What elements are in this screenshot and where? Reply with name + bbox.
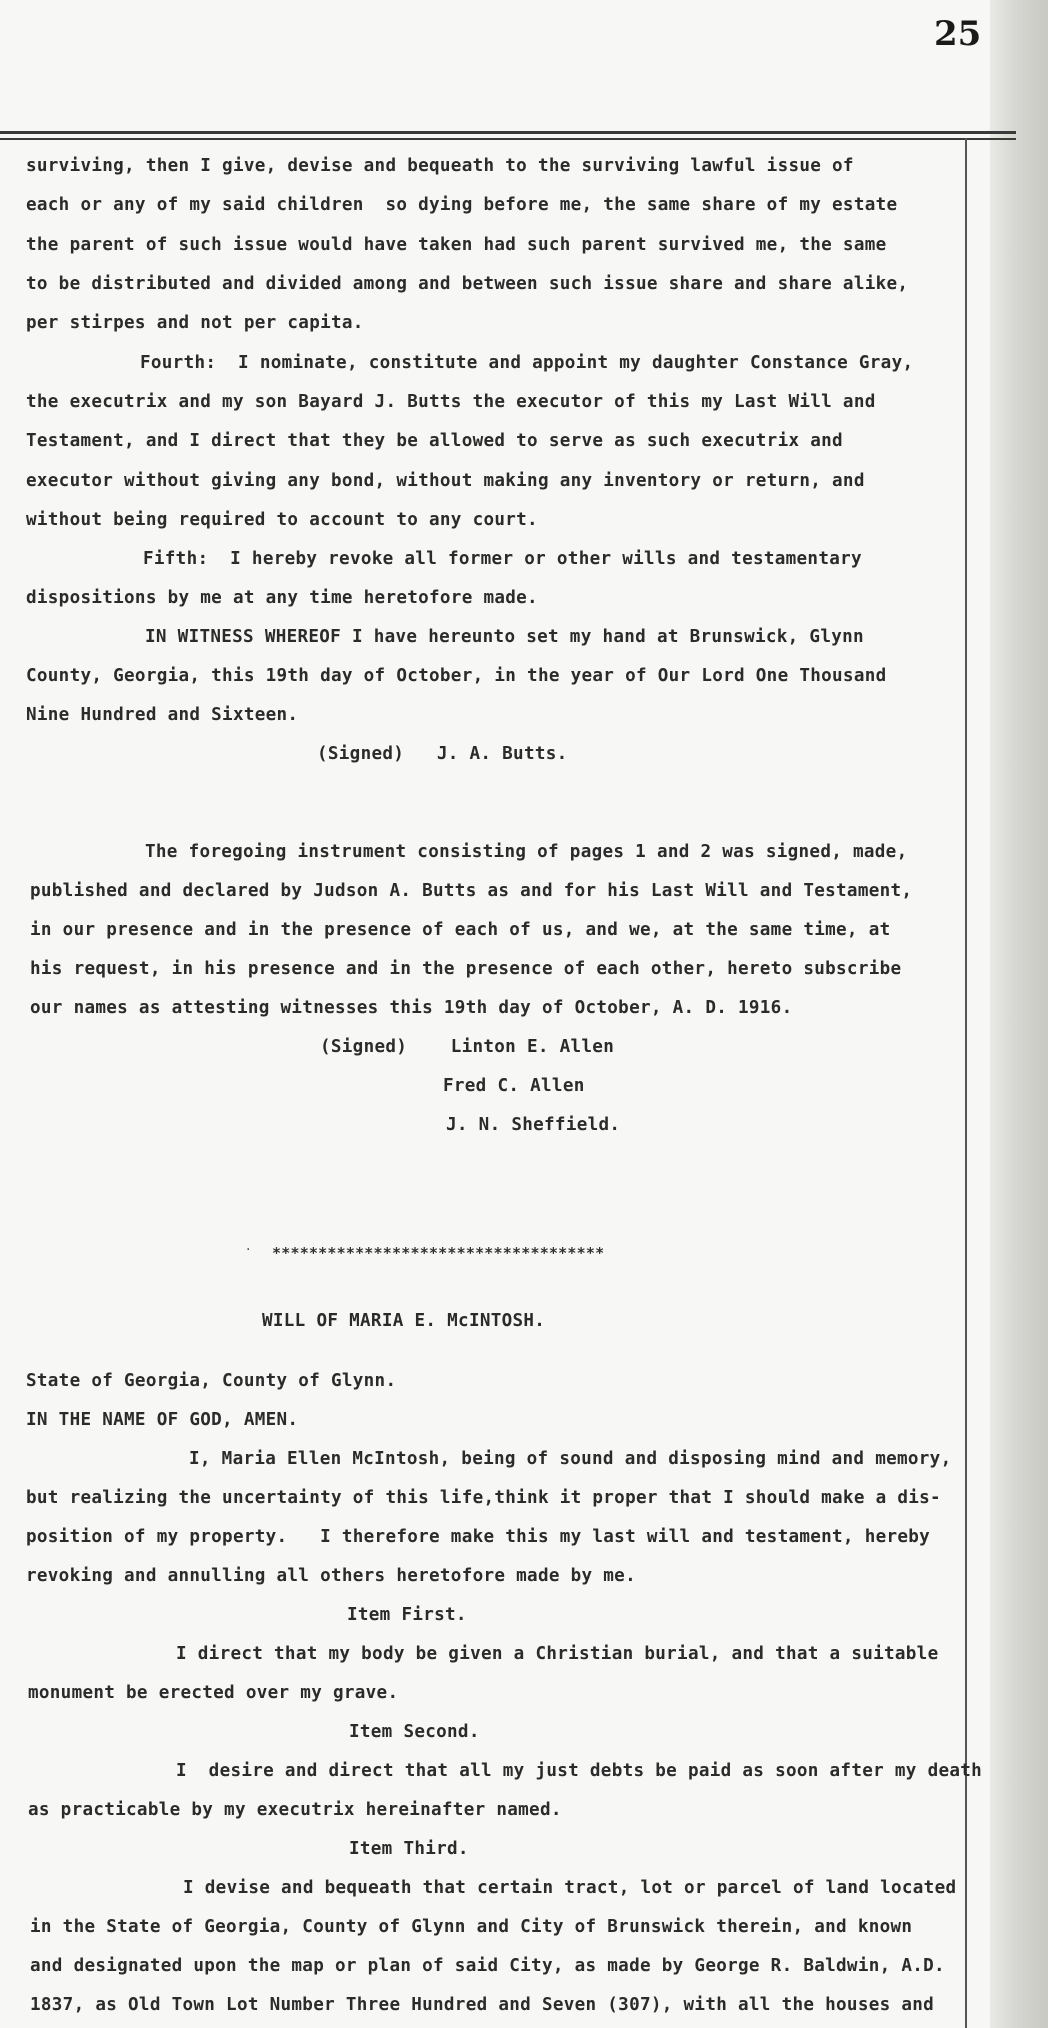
header-rule-bottom (0, 138, 1016, 140)
text-line: IN WITNESS WHEREOF I have hereunto set my hand at Brunswick, Glynn (145, 627, 864, 647)
text-line: per stirpes and not per capita. (26, 313, 364, 333)
text-line: Nine Hundred and Sixteen. (26, 705, 299, 725)
text-line: The foregoing instrument consisting of pages 1 and 2 was signed, made, (145, 842, 908, 862)
page-number: 25 (934, 14, 982, 54)
witness-line: (Signed) Linton E. Allen (320, 1037, 615, 1057)
text-line: Testament, and I direct that they be allowed to serve as such executrix and (26, 431, 843, 451)
text-line: I desire and direct that all my just debts be paid as soon after my death (176, 1761, 983, 1781)
text-line: as practicable by my executrix hereinafter named. (28, 1800, 562, 1820)
text-line: in our presence and in the presence of each of us, and we, at the same time, at (30, 920, 891, 940)
text-line: to be distributed and divided among and between such issue share and share alike, (26, 274, 909, 294)
text-line: State of Georgia, County of Glynn. (26, 1371, 397, 1391)
signature-line: (Signed) J. A. Butts. (317, 744, 568, 764)
will-heading: WILL OF MARIA E. McINTOSH. (262, 1311, 546, 1331)
section-divider: ************************************ (272, 1244, 605, 1262)
text-line: executor without giving any bond, without making any inventory or return, and (26, 471, 865, 491)
text-line: I direct that my body be given a Christian burial, and that a suitable (176, 1644, 939, 1664)
header-rule-top (0, 131, 1016, 134)
right-margin-line (965, 138, 967, 2028)
text-line: but realizing the uncertainty of this life,think it proper that I should make a dis- (26, 1488, 941, 1508)
text-line: 1837, as Old Town Lot Number Three Hundred and Seven (307), with all the houses and (30, 1995, 935, 2015)
text-line: dispositions by me at any time heretofore made. (26, 588, 538, 608)
text-line: and designated upon the map or plan of said City, as made by George R. Baldwin, A.D. (30, 1956, 945, 1976)
item-heading: Item Second. (349, 1722, 480, 1742)
item-heading: Item First. (347, 1605, 467, 1625)
text-line: I, Maria Ellen McIntosh, being of sound and disposing mind and memory, (189, 1449, 952, 1469)
text-line: revoking and annulling all others heretofore made by me. (26, 1566, 636, 1586)
text-line: surviving, then I give, devise and bequeath to the surviving lawful issue of (26, 156, 854, 176)
text-line: Fifth: I hereby revoke all former or other wills and testamentary (143, 549, 862, 569)
text-line: his request, in his presence and in the presence of each other, hereto subscribe (30, 959, 902, 979)
text-line: the parent of such issue would have taken had such parent survived me, the same (26, 235, 887, 255)
text-line: I devise and bequeath that certain tract, lot or parcel of land located (183, 1878, 957, 1898)
text-line: position of my property. I therefore make this my last will and testament, hereby (26, 1527, 931, 1547)
stray-mark: · (246, 1242, 251, 1258)
text-line: Fourth: I nominate, constitute and appoint my daughter Constance Gray, (140, 353, 914, 373)
text-line: IN THE NAME OF GOD, AMEN. (26, 1410, 299, 1430)
text-line: without being required to account to any court. (26, 510, 538, 530)
text-line: County, Georgia, this 19th day of October, in the year of Our Lord One Thousand (26, 666, 887, 686)
witness-line: J. N. Sheffield. (446, 1115, 621, 1135)
text-line: our names as attesting witnesses this 19th day of October, A. D. 1916. (30, 998, 793, 1018)
witness-line: Fred C. Allen (443, 1076, 585, 1096)
text-line: published and declared by Judson A. Butts as and for his Last Will and Testament, (30, 881, 913, 901)
text-line: in the State of Georgia, County of Glynn and City of Brunswick therein, and known (30, 1917, 913, 1937)
item-heading: Item Third. (349, 1839, 469, 1859)
page-edge-shadow (990, 0, 1048, 2028)
text-line: the executrix and my son Bayard J. Butts the executor of this my Last Will and (26, 392, 876, 412)
text-line: each or any of my said children so dying before me, the same share of my estate (26, 195, 898, 215)
text-line: monument be erected over my grave. (28, 1683, 399, 1703)
